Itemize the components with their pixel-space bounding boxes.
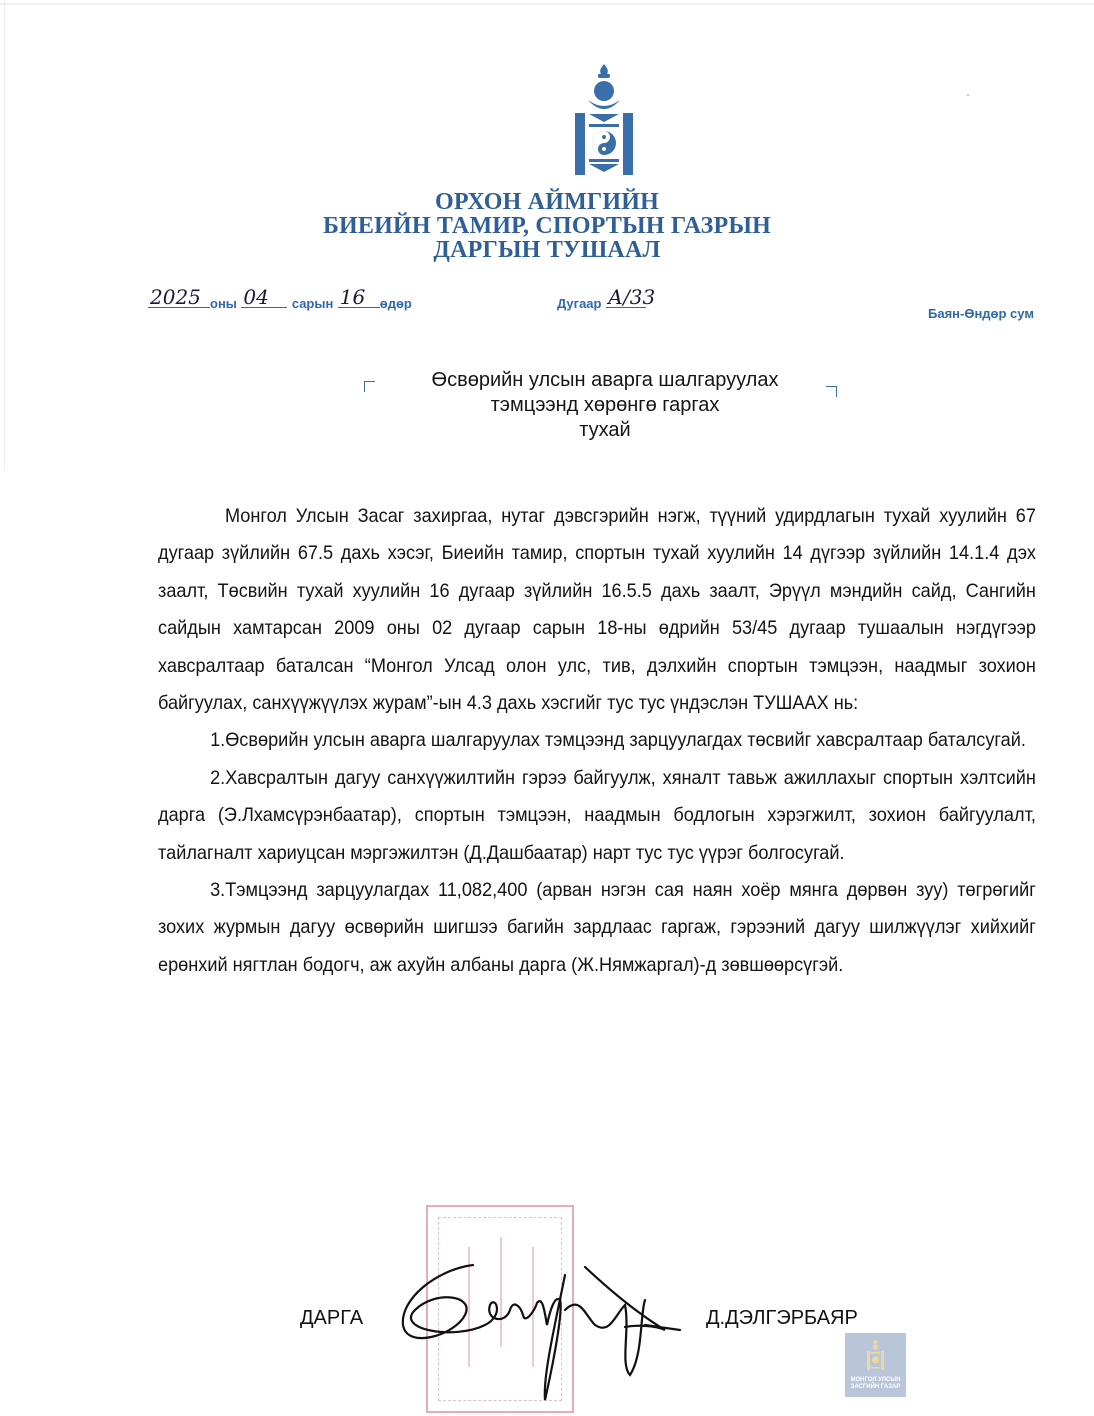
day-handwritten: 16 (339, 285, 366, 309)
number-label: Дугаар (557, 296, 602, 311)
year-blank (148, 285, 210, 309)
soyombo-emblem-icon (573, 62, 635, 178)
date-field (148, 285, 412, 313)
order-body (158, 498, 1036, 984)
order-number-field (557, 285, 656, 313)
number-blank (606, 285, 656, 309)
government-badge (845, 1333, 906, 1397)
organization-heading (0, 190, 1094, 262)
org-line-2: БИЕИЙН ТАМИР, СПОРТЫН ГАЗРЫН (322, 213, 772, 239)
org-line-1: ОРХОН АЙМГИЙН (434, 189, 660, 215)
signatory-role: ДАРГА (300, 1307, 364, 1329)
year-handwritten: 2025 (150, 285, 201, 309)
day-blank (338, 285, 380, 309)
handwritten-signature (395, 1255, 695, 1405)
scan-speck (967, 94, 969, 96)
order-item-3: 3.Тэмцээнд зарцуулагдах 11,082,400 (арван нэгэн сая наян хоёр мянга дөрвөн зуу) төгрөгийг зохих журмын дагуу өсвөрийн шигшээ багийн зардлаас гаргаж, гэрээний дагуу шилжүүлэг хийхийг ерөнхий нягтлан бодогч, аж ахуйн албаны дарга (Ж.Нямжаргал)-д зөвшөөрсүгэй. (158, 879, 1036, 976)
order-subject (0, 368, 1094, 443)
month-label: сарын (291, 296, 334, 311)
month-handwritten: 04 (243, 285, 269, 309)
year-label: оны (210, 296, 237, 311)
badge-line-1: МОНГОЛ УЛСЫН (850, 1377, 901, 1383)
number-handwritten: А/33 (607, 285, 656, 309)
order-item-1: 1.Өсвөрийн улсын аварга шалгаруулах тэмцээнд зарцуулагдах төсвийг хавсралтаар баталсугай. (210, 729, 1026, 752)
soyombo-badge-icon (867, 1339, 884, 1371)
day-label: өдөр (379, 296, 412, 311)
subject-line-1: Өсвөрийн улсын аварга шалгаруулах (431, 369, 779, 391)
order-item-2: 2.Хавсралтын дагуу санхүүжилтийн гэрээ байгуулж, хяналт тавьж ажиллахыг спортын хэлтсийн дарга (Э.Лхамсүрэнбаатар), спортын тэмцээн, наадмын бодлогын хэрэгжилт, зохион байгуулалт, тайлагналт хариуцсан мэргэжилтэн (Д.Дашбаатар) нарт тус тус үүрэг болгосугай. (158, 766, 1036, 864)
subject-line-3: тухай (579, 419, 631, 441)
place-label: Баян-Өндөр сум (928, 306, 1034, 321)
signatory-name: Д.ДЭЛГЭРБАЯР (706, 1307, 858, 1329)
org-line-3: ДАРГЫН ТУШААЛ (433, 237, 661, 263)
subject-line-2: тэмцээнд хөрөнгө гаргах (490, 394, 720, 416)
badge-line-2: ЗАСГИЙН ГАЗАР (850, 1384, 901, 1390)
preamble-paragraph: Монгол Улсын Засаг захиргаа, нутаг дэвсгэрийн нэгж, түүний удирдлагын тухай хуулийн 67 дугаар зүйлийн 67.5 дахь хэсэг, Биеийн тамир, спортын тухай хуулийн 14 дүгээр зүйлийн 14.1.4 дэх заалт, Төсвийн тухай хуулийн 16 дугаар зүйлийн 16.5.5 дахь заалт, Эрүүл мэндийн сайд, Сангийн сайдын хамтарсан 2009 оны 02 дугаар сарын 18-ны өдрийн 53/45 дугаар тушаалын нэгдүгээр хавсралтаар баталсан “Монгол Улсад олон улс, тив, дэлхийн спортын тэмцээн, наадмыг зохион байгуулах, санхүүжүүлэх журам”-ын 4.3 дахь хэсгийг тус тус үндэслэн ТУШААХ нь: (158, 505, 1036, 715)
month-blank (241, 285, 287, 309)
scan-edge-line (0, 3, 1094, 5)
